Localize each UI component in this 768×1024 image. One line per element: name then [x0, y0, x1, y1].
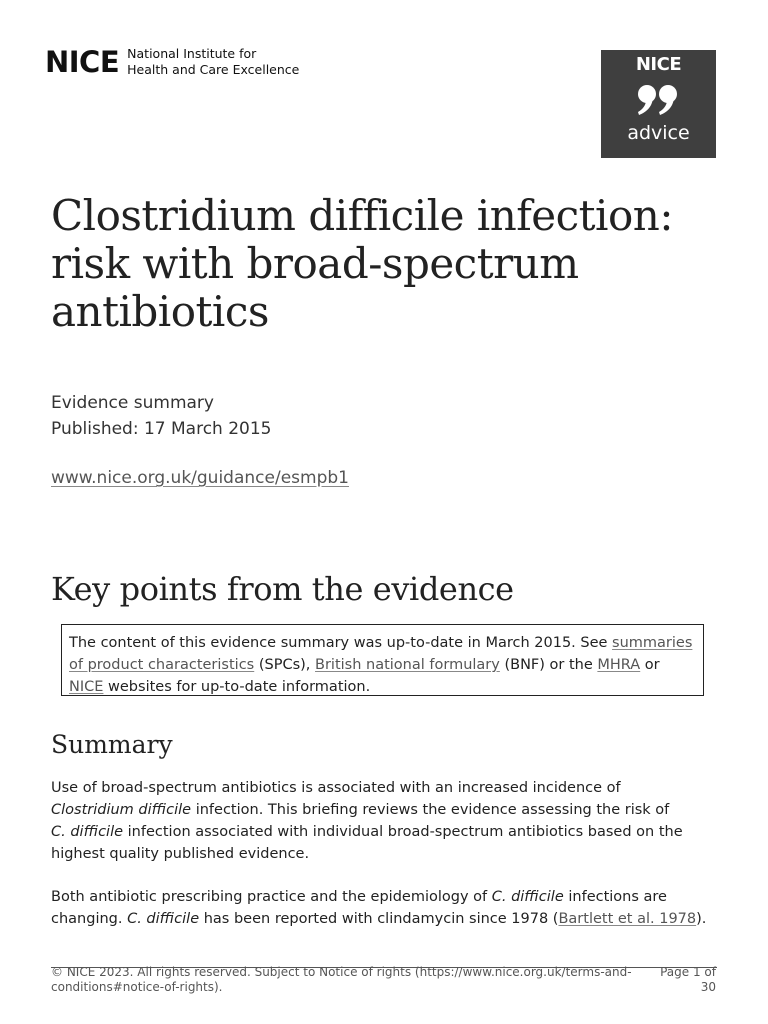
- footer-line: © NICE 2023. All rights reserved. Subject to Notice of rights (https://www.nice.org.uk/terms-and-: [51, 965, 632, 979]
- paragraph-line: Use of broad-spectrum antibiotics is associated with an increased incidence of: [51, 780, 621, 796]
- italic-term: C. difficile: [127, 911, 200, 927]
- notice-text: websites for up-to-date information.: [103, 679, 371, 695]
- title-line: risk with broad-spectrum: [51, 239, 579, 288]
- footer-copyright: [51, 965, 651, 995]
- summary-heading: Summary: [51, 730, 173, 759]
- nice-logo: [45, 46, 299, 78]
- title-line: antibiotics: [51, 287, 269, 336]
- org-name-line2: Health and Care Excellence: [127, 62, 300, 77]
- notice-text: (BNF) or the: [499, 657, 598, 673]
- paragraph-text: infection. This briefing reviews the evidence assessing the risk of: [191, 802, 670, 818]
- paragraph-line: [51, 886, 731, 908]
- footer-line: conditions#notice-of-rights).: [51, 980, 223, 994]
- mhra-link[interactable]: MHRA: [597, 657, 641, 673]
- document-type: Evidence summary: [51, 393, 214, 413]
- quote-icon: [601, 82, 716, 118]
- paragraph-text: ).: [696, 911, 707, 927]
- notice-text: (SPCs),: [254, 657, 316, 673]
- logo-wordmark: NICE: [45, 44, 120, 79]
- up-to-date-notice-box: [61, 624, 704, 696]
- notice-line: [69, 676, 695, 698]
- paragraph-line: [51, 821, 731, 843]
- bartlett-reference-link[interactable]: Bartlett et al. 1978: [558, 911, 697, 927]
- badge-advice-label: advice: [627, 122, 690, 144]
- logo-org-name: [127, 46, 299, 78]
- italic-term: C. difficile: [51, 824, 124, 840]
- notice-text: or: [640, 657, 660, 673]
- paragraph-text: infections are: [563, 889, 667, 905]
- org-name-line1: National Institute for: [127, 46, 257, 61]
- nice-link[interactable]: NICE: [69, 679, 104, 695]
- summary-paragraph-1: [51, 777, 731, 865]
- italic-term: Clostridium difficile: [51, 802, 192, 818]
- summary-paragraph-2: [51, 886, 731, 930]
- guidance-url-link[interactable]: www.nice.org.uk/guidance/esmpb1: [51, 468, 349, 488]
- notice-line: [69, 654, 695, 676]
- paragraph-line: [51, 799, 731, 821]
- paragraph-line: [51, 908, 731, 930]
- paragraph-line: highest quality published evidence.: [51, 846, 310, 862]
- bnf-link[interactable]: British national formulary: [315, 657, 500, 673]
- paragraph-text: Both antibiotic prescribing practice and the epidemiology of: [51, 889, 492, 905]
- footer-page-number: [650, 965, 716, 995]
- section-heading-key-points: Key points from the evidence: [51, 570, 514, 608]
- notice-text: The content of this evidence summary was up-to-date in March 2015. See: [69, 635, 613, 651]
- notice-line: [69, 632, 695, 654]
- footer-line: Page 1 of: [660, 965, 716, 979]
- footer-line: 30: [700, 980, 716, 994]
- italic-term: C. difficile: [491, 889, 564, 905]
- paragraph-text: changing.: [51, 911, 128, 927]
- nice-advice-badge: [601, 50, 716, 158]
- paragraph-text: has been reported with clindamycin since 1978 (: [199, 911, 559, 927]
- published-date: Published: 17 March 2015: [51, 419, 272, 439]
- spc-link-continued[interactable]: of product characteristics: [69, 657, 255, 673]
- badge-nice-label: NICE: [635, 54, 682, 75]
- title-line: Clostridium difficile infection:: [51, 191, 673, 240]
- page-title: [51, 192, 711, 336]
- paragraph-text: infection associated with individual broad-spectrum antibiotics based on the: [123, 824, 683, 840]
- spc-link[interactable]: summaries: [612, 635, 693, 651]
